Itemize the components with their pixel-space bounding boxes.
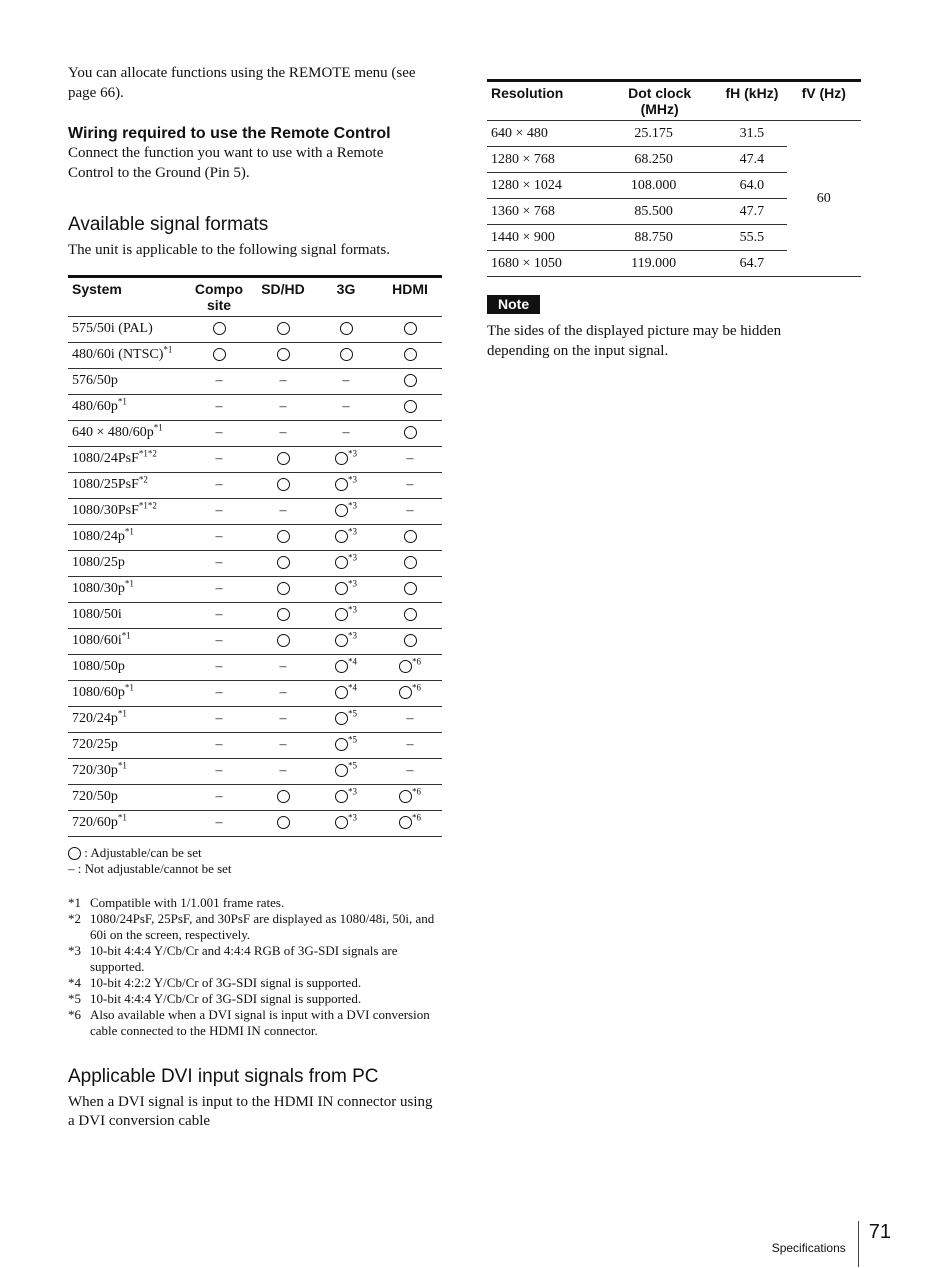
signal-formats-table xyxy=(68,275,442,837)
system-name: 1080/25p xyxy=(72,555,125,570)
support-cell xyxy=(378,316,442,342)
footer-divider xyxy=(858,1221,859,1267)
dot-clock-cell: 88.750 xyxy=(602,225,717,251)
circle-icon xyxy=(277,582,290,595)
system-name: 1080/24PsF xyxy=(72,451,139,466)
support-cell xyxy=(252,784,314,810)
circle-icon xyxy=(335,478,348,491)
support-cell: – xyxy=(252,498,314,524)
table-row xyxy=(68,342,442,368)
formats-text: The unit is applicable to the following signal formats. xyxy=(68,242,391,258)
fh-cell: 47.4 xyxy=(717,147,786,173)
col-header-hdmi: HDMI xyxy=(392,280,428,297)
support-cell: – xyxy=(252,732,314,758)
footnote xyxy=(68,895,442,911)
support-cell xyxy=(186,342,252,368)
support-cell xyxy=(378,394,442,420)
circle-icon xyxy=(399,686,412,699)
support-cell: – xyxy=(378,732,442,758)
table-row xyxy=(68,602,442,628)
support-cell xyxy=(314,654,378,680)
footnote-ref: *4 xyxy=(348,682,357,693)
circle-icon xyxy=(335,556,348,569)
circle-icon xyxy=(404,426,417,439)
system-name: 1080/50p xyxy=(72,659,125,674)
fh-cell: 64.7 xyxy=(717,251,786,277)
fv-cell: 60 xyxy=(787,121,861,277)
support-cell xyxy=(314,706,378,732)
circle-icon xyxy=(213,348,226,361)
support-cell xyxy=(314,316,378,342)
support-cell: – xyxy=(186,732,252,758)
table-row xyxy=(68,368,442,394)
footnote-ref: *1*2 xyxy=(138,500,157,511)
footnote-ref: *5 xyxy=(348,760,357,771)
fh-cell: 47.7 xyxy=(717,199,786,225)
resolution-cell: 1280 × 768 xyxy=(487,147,602,173)
support-cell xyxy=(314,446,378,472)
footnote-text: Compatible with 1/1.001 frame rates. xyxy=(90,894,285,910)
circle-icon xyxy=(335,712,348,725)
circle-icon xyxy=(277,556,290,569)
footnote-text: 10-bit 4:4:4 Y/Cb/Cr and 4:4:4 RGB of 3G-SDI signals are supported. xyxy=(90,942,398,974)
resolution-cell: 1280 × 1024 xyxy=(487,173,602,199)
support-cell: – xyxy=(314,394,378,420)
right-column xyxy=(487,64,861,361)
dot-clock-cell: 119.000 xyxy=(602,251,717,277)
circle-icon xyxy=(340,348,353,361)
footnote-ref: *3 xyxy=(348,474,357,485)
support-cell: – xyxy=(186,524,252,550)
circle-icon xyxy=(404,530,417,543)
support-cell xyxy=(252,550,314,576)
circle-icon xyxy=(335,686,348,699)
support-cell xyxy=(314,602,378,628)
col-header-fh: fH (kHz) xyxy=(725,85,779,101)
note-text: The sides of the displayed picture may be hidden depending on the input signal. xyxy=(487,323,782,359)
footnote-ref: *6 xyxy=(412,812,421,823)
system-cell xyxy=(68,784,186,810)
system-name: 720/60p xyxy=(72,815,118,830)
table-row xyxy=(68,524,442,550)
support-cell xyxy=(378,420,442,446)
circle-icon xyxy=(404,374,417,387)
system-name: 1080/24p xyxy=(72,529,125,544)
support-cell xyxy=(252,472,314,498)
dot-clock-cell: 68.250 xyxy=(602,147,717,173)
footnote-ref: *3 xyxy=(348,630,357,641)
support-cell: – xyxy=(252,680,314,706)
support-cell xyxy=(186,316,252,342)
support-cell xyxy=(252,316,314,342)
circle-icon xyxy=(335,634,348,647)
wiring-heading: Wiring required to use the Remote Control xyxy=(68,125,391,142)
circle-icon xyxy=(277,452,290,465)
fh-cell: 31.5 xyxy=(717,121,786,147)
table-row xyxy=(68,472,442,498)
table-row xyxy=(68,316,442,342)
support-cell: – xyxy=(186,654,252,680)
table-row xyxy=(68,810,442,836)
support-cell xyxy=(378,576,442,602)
col-header-3g: 3G xyxy=(336,280,356,297)
circle-icon xyxy=(68,847,81,860)
circle-icon xyxy=(404,608,417,621)
support-cell xyxy=(314,732,378,758)
circle-icon xyxy=(404,322,417,335)
footnote-ref: *1 xyxy=(124,526,134,537)
table-row xyxy=(68,706,442,732)
table-row xyxy=(68,732,442,758)
support-cell: – xyxy=(314,368,378,394)
system-cell xyxy=(68,602,186,628)
support-cell xyxy=(314,628,378,654)
support-cell: – xyxy=(378,758,442,784)
system-cell xyxy=(68,706,186,732)
support-cell: – xyxy=(186,394,252,420)
circle-icon xyxy=(335,764,348,777)
circle-icon xyxy=(277,348,290,361)
table-row xyxy=(487,121,861,147)
circle-icon xyxy=(277,790,290,803)
support-cell xyxy=(252,342,314,368)
support-cell xyxy=(314,576,378,602)
system-name: 1080/50i xyxy=(72,607,122,622)
footnote-ref: *1 xyxy=(117,760,127,771)
circle-icon xyxy=(335,608,348,621)
footnote-ref: *1 xyxy=(153,422,163,433)
system-name: 1080/60p xyxy=(72,685,125,700)
footnote-ref: *6 xyxy=(412,786,421,797)
system-name: 480/60p xyxy=(72,399,118,414)
circle-icon xyxy=(335,504,348,517)
system-cell xyxy=(68,472,186,498)
footnote-text: 10-bit 4:2:2 Y/Cb/Cr of 3G-SDI signal is supported. xyxy=(90,974,362,990)
resolution-cell: 640 × 480 xyxy=(487,121,602,147)
support-cell xyxy=(314,550,378,576)
support-cell xyxy=(252,576,314,602)
footnote xyxy=(68,911,442,943)
footnote xyxy=(68,943,442,975)
support-cell: – xyxy=(186,758,252,784)
support-cell: – xyxy=(186,498,252,524)
footnote-ref: *6 xyxy=(412,682,421,693)
dot-clock-cell: 25.175 xyxy=(602,121,717,147)
table-row xyxy=(68,550,442,576)
support-cell xyxy=(378,654,442,680)
circle-icon xyxy=(277,634,290,647)
system-cell xyxy=(68,316,186,342)
circle-icon xyxy=(335,582,348,595)
footnote-ref: *1 xyxy=(117,708,127,719)
circle-icon xyxy=(335,738,348,751)
support-cell xyxy=(378,680,442,706)
col-header-sdhd: SD/HD xyxy=(261,280,305,297)
footnote-ref: *3 xyxy=(348,448,357,459)
circle-icon xyxy=(399,816,412,829)
dvi-heading: Applicable DVI input signals from PC xyxy=(68,1065,379,1087)
footnote-key: *5 xyxy=(68,990,81,1006)
footnote-ref: *4 xyxy=(348,656,357,667)
dot-clock-cell: 85.500 xyxy=(602,199,717,225)
circle-icon xyxy=(404,400,417,413)
resolution-header xyxy=(487,81,861,121)
circle-icon xyxy=(277,530,290,543)
footnote-ref: *5 xyxy=(348,708,357,719)
support-cell: – xyxy=(252,394,314,420)
footnote-ref: *1 xyxy=(124,578,134,589)
system-cell xyxy=(68,758,186,784)
circle-icon xyxy=(404,634,417,647)
system-name: 640 × 480/60p xyxy=(72,425,154,440)
table-row xyxy=(68,654,442,680)
support-cell: – xyxy=(186,680,252,706)
footer-section: Specifications xyxy=(771,1241,846,1255)
support-cell: – xyxy=(378,498,442,524)
support-cell xyxy=(252,602,314,628)
table-row xyxy=(68,394,442,420)
support-cell xyxy=(252,810,314,836)
support-cell: – xyxy=(186,550,252,576)
support-cell: – xyxy=(378,706,442,732)
support-cell: – xyxy=(186,706,252,732)
formats-heading: Available signal formats xyxy=(68,214,269,235)
note-badge: Note xyxy=(487,295,540,314)
circle-icon xyxy=(277,608,290,621)
support-cell: – xyxy=(186,420,252,446)
footnote-ref: *3 xyxy=(348,786,357,797)
footnote-text: Also available when a DVI signal is input with a DVI conversion cable connected to the HDMI IN connector. xyxy=(90,1006,430,1038)
footnote-key: *6 xyxy=(68,1006,81,1022)
col-header-resolution: Resolution xyxy=(491,85,564,101)
system-cell xyxy=(68,628,186,654)
circle-icon xyxy=(335,816,348,829)
col-header-composite: Compo site xyxy=(194,280,244,313)
system-name: 480/60i (NTSC) xyxy=(72,347,164,362)
system-cell xyxy=(68,810,186,836)
support-cell xyxy=(378,550,442,576)
legend-adjustable-text: : Adjustable/can be set xyxy=(84,844,202,860)
circle-icon xyxy=(335,530,348,543)
circle-icon xyxy=(277,816,290,829)
footnote-ref: *3 xyxy=(348,526,357,537)
support-cell xyxy=(378,602,442,628)
support-cell xyxy=(314,784,378,810)
support-cell: – xyxy=(252,420,314,446)
support-cell xyxy=(314,342,378,368)
support-cell: – xyxy=(378,446,442,472)
footnotes xyxy=(68,895,442,1039)
support-cell xyxy=(314,758,378,784)
footnote-ref: *3 xyxy=(348,500,357,511)
system-name: 720/50p xyxy=(72,789,118,804)
resolution-table xyxy=(487,79,861,277)
table-row xyxy=(68,784,442,810)
support-cell xyxy=(378,810,442,836)
system-cell xyxy=(68,446,186,472)
footnote-ref: *3 xyxy=(348,578,357,589)
footnote-ref: *1 xyxy=(124,682,134,693)
system-name: 720/24p xyxy=(72,711,118,726)
system-name: 576/50p xyxy=(72,373,118,388)
system-name: 1080/30PsF xyxy=(72,503,139,518)
footnote-ref: *3 xyxy=(348,812,357,823)
system-cell xyxy=(68,654,186,680)
support-cell: – xyxy=(252,706,314,732)
circle-icon xyxy=(399,660,412,673)
support-cell: – xyxy=(186,628,252,654)
table-row xyxy=(68,498,442,524)
support-cell xyxy=(314,810,378,836)
system-cell xyxy=(68,732,186,758)
circle-icon xyxy=(335,660,348,673)
footnote xyxy=(68,1007,442,1039)
footnote-ref: *1 xyxy=(163,344,173,355)
fh-cell: 64.0 xyxy=(717,173,786,199)
support-cell: – xyxy=(186,368,252,394)
footnote xyxy=(68,975,442,991)
support-cell: – xyxy=(186,784,252,810)
support-cell xyxy=(314,498,378,524)
circle-icon xyxy=(404,348,417,361)
footnote-ref: *1 xyxy=(117,812,127,823)
support-cell xyxy=(314,524,378,550)
support-cell xyxy=(378,342,442,368)
intro-text: You can allocate functions using the REMOTE menu (see page 66). xyxy=(68,65,416,101)
fh-cell: 55.5 xyxy=(717,225,786,251)
table-row xyxy=(68,758,442,784)
system-cell xyxy=(68,498,186,524)
support-cell: – xyxy=(186,446,252,472)
footnote-ref: *5 xyxy=(348,734,357,745)
circle-icon xyxy=(213,322,226,335)
legend-not-adjustable: – : Not adjustable/cannot be set xyxy=(68,860,232,876)
system-name: 720/25p xyxy=(72,737,118,752)
dot-clock-cell: 108.000 xyxy=(602,173,717,199)
footnote-ref: *1*2 xyxy=(138,448,157,459)
footnote-key: *1 xyxy=(68,894,81,910)
footnote-key: *3 xyxy=(68,942,81,958)
resolution-cell: 1440 × 900 xyxy=(487,225,602,251)
wiring-text: Connect the function you want to use with a Remote Control to the Ground (Pin 5). xyxy=(68,145,384,181)
legend-adjustable xyxy=(68,845,442,861)
footnote-ref: *6 xyxy=(412,656,421,667)
circle-icon xyxy=(404,556,417,569)
support-cell xyxy=(252,628,314,654)
system-cell xyxy=(68,524,186,550)
resolution-cell: 1680 × 1050 xyxy=(487,251,602,277)
table-row xyxy=(68,576,442,602)
footnote-key: *4 xyxy=(68,974,81,990)
footnote-text: 1080/24PsF, 25PsF, and 30PsF are displayed as 1080/48i, 50i, and 60i on the screen, respectively. xyxy=(90,910,435,942)
system-name: 1080/30p xyxy=(72,581,125,596)
system-cell xyxy=(68,550,186,576)
dvi-text: When a DVI signal is input to the HDMI IN connector using a DVI conversion cable xyxy=(68,1093,433,1129)
system-cell xyxy=(68,420,186,446)
resolution-cell: 1360 × 768 xyxy=(487,199,602,225)
support-cell: – xyxy=(186,576,252,602)
support-cell: – xyxy=(314,420,378,446)
footnote-key: *2 xyxy=(68,910,81,926)
footnote-ref: *1 xyxy=(117,396,127,407)
support-cell xyxy=(378,524,442,550)
table-row xyxy=(68,420,442,446)
system-name: 1080/25PsF xyxy=(72,477,139,492)
footnote-ref: *2 xyxy=(138,474,148,485)
system-cell xyxy=(68,342,186,368)
footnote xyxy=(68,991,442,1007)
circle-icon xyxy=(335,790,348,803)
system-cell xyxy=(68,576,186,602)
support-cell: – xyxy=(378,472,442,498)
system-name: 1080/60i xyxy=(72,633,122,648)
system-name: 720/30p xyxy=(72,763,118,778)
page-number: 71 xyxy=(868,1221,891,1243)
circle-icon xyxy=(399,790,412,803)
support-cell xyxy=(314,472,378,498)
support-cell: – xyxy=(186,602,252,628)
table-row xyxy=(68,680,442,706)
support-cell xyxy=(252,524,314,550)
support-cell xyxy=(252,446,314,472)
circle-icon xyxy=(340,322,353,335)
circle-icon xyxy=(335,452,348,465)
support-cell: – xyxy=(186,810,252,836)
support-cell xyxy=(378,784,442,810)
circle-icon xyxy=(277,322,290,335)
col-header-dot-clock: Dot clock (MHz) xyxy=(628,85,692,117)
signal-formats-header xyxy=(68,276,442,316)
system-cell xyxy=(68,680,186,706)
circle-icon xyxy=(404,582,417,595)
support-cell: – xyxy=(252,368,314,394)
system-name: 575/50i (PAL) xyxy=(72,321,153,336)
support-cell: – xyxy=(252,654,314,680)
left-column xyxy=(68,64,442,1132)
support-cell xyxy=(378,368,442,394)
support-cell xyxy=(378,628,442,654)
system-cell xyxy=(68,368,186,394)
page-footer xyxy=(772,1221,891,1267)
footnote-ref: *1 xyxy=(121,630,131,641)
support-cell: – xyxy=(252,758,314,784)
support-cell xyxy=(314,680,378,706)
col-header-fv: fV (Hz) xyxy=(801,85,846,101)
col-header-system: System xyxy=(72,280,122,297)
system-cell xyxy=(68,394,186,420)
support-cell: – xyxy=(186,472,252,498)
footnote-ref: *3 xyxy=(348,552,357,563)
table-row xyxy=(68,446,442,472)
table-row xyxy=(68,628,442,654)
footnote-ref: *3 xyxy=(348,604,357,615)
circle-icon xyxy=(277,478,290,491)
footnote-text: 10-bit 4:4:4 Y/Cb/Cr of 3G-SDI signal is supported. xyxy=(90,990,362,1006)
